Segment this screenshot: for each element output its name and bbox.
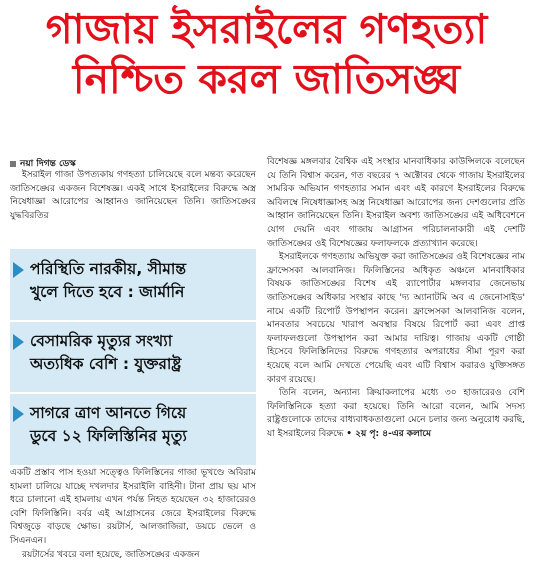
left-column-bottom <box>10 467 256 560</box>
highlight-line: অত্যধিক বেশি : যুক্তরাষ্ট্র <box>30 355 182 373</box>
highlight-line: খুলে দিতে হবে : জার্মানি <box>30 283 185 301</box>
highlight-line: ডুবে ১২ ফিলিস্তিনির মৃত্যু <box>30 427 187 445</box>
highlight-item <box>30 330 254 376</box>
paragraph: ইসরাইলকে গণহত্যায় অভিযুক্ত করা জাতিসঙ্ঘের ওই বিশেষজ্ঞের নাম ফ্রান্সেসকা আলবানিজ। ফিলিস্তিনের অধিকৃত অঞ্চলে মানবাধিকার বিষয়ক জাতিসঙ্ঘের বিশেষ এই র‍্যাপোর্টার মঙ্গলবার জেনেভায় জাতিসঙ্ঘের অধিকার সংস্থার কাছে 'দ্য অ্যানাটমি অব এ জেনোসাইড' নামে একটি রিপোর্ট উপস্থাপন করেন। ফ্রান্সেসকা আলবানিজ বলেন, মানবতার সবচেয়ে খারাপ অবস্থার বিষয়ে রিপোর্ট করা এবং প্রাপ্ত ফলাফলগুলো উপস্থাপন করা আমার দায়িত্ব। গাজায় একটি গোষ্ঠী হিসেবে ফিলিস্তিনিদের বিরুদ্ধে গণহত্যার অপরাধের সীমা পূরণ করা হয়েছে বলে আমি দেখতে পেয়েছি এবং এটি বিশ্বাস করারও যুক্তিসঙ্গত কারণ রয়েছে। <box>267 252 525 385</box>
arrow-bullet-icon <box>13 334 24 350</box>
continuation-note: • ২য় পৃ: ৪-এর কলামে <box>346 428 432 439</box>
highlight-line: বেসামরিক মৃত্যুর সংখ্যা <box>30 332 173 350</box>
left-column-top <box>10 169 256 247</box>
paragraph <box>267 387 525 441</box>
highlight-line: সাগরে ত্রাণ আনতে গিয়ে <box>30 404 187 422</box>
paragraph: রয়টার্সের খবরে বলা হয়েছে, জাতিসঙ্ঘের একজন <box>22 549 200 560</box>
highlight-line: পরিস্থিতি নারকীয়, সীমান্ত <box>30 260 187 278</box>
highlight-item <box>30 258 254 304</box>
arrow-bullet-icon <box>13 406 24 422</box>
paragraph: বিশেষজ্ঞ মঙ্গলবার বৈশ্বিক এই সংস্থার মানবাধিকার কাউন্সিলকে বলেছেন যে তিনি বিশ্বাস করেন, গত বছরের ৭ অক্টোবর থেকে গাজায় ইসরাইলের সামরিক অভিযান গণহত্যার সমান এবং এই কারণে ইসরাইলের বিরুদ্ধে অবিলম্বে নিষেধাজ্ঞাসহ অস্ত্র নিষেধাজ্ঞা আরোপের জন্য দেশগুলোর প্রতি আহ্বান জানিয়েছেন তিনি। ইসরাইল অবশ্য জাতিসঙ্ঘের এই অধিবেশনে যোগ দেয়নি এবং গাজায় আগ্রাসন পরিচালনাকারী এই দেশটি জাতিসঙ্ঘের ওই বিশেষজ্ঞের ফলাফলকে প্রত্যাখ্যান করেছে। <box>267 157 525 249</box>
byline-text: নয়া দিগন্ত ডেস্ক <box>20 159 76 169</box>
arrow-bullet-icon <box>13 262 24 278</box>
paragraph: একটি প্রস্তাব পাস হওয়া সত্ত্বেও ফিলিস্তিনের গাজা ভূখণ্ডে অবিরাম হামলা চালিয়ে যাচ্ছে দখলদার ইসরাইলি বাহিনী। টানা প্রায় ছয় মাস ধরে চালানো এই হামলায় এখন পর্যন্ত নিহত হয়েছেন ৩২ হাজারেরও বেশি ফিলিস্তিনি। বর্বর এই আগ্রাসনের জেরে ইসরাইলের বিরুদ্ধে বিশ্বজুড়ে বাড়ছে ক্ষোভ। রয়টার্স, আলজাজিরা, ডয়চে ভেলে ও সিএনএন। <box>10 468 256 546</box>
headline-line-1: গাজায় ইসরাইলের গণহত্যা <box>45 5 488 53</box>
paragraph-text: তিনি বলেন, অন্যান্য ক্রিয়াকলাপের মধ্যে ৩০ হাজারেরও বেশি ফিলিস্তিনিকে হত্যা করা হয়েছে। তিনি আরো বলেন, আমি সদস্য রাষ্ট্রগুলোকে তাদের বাধ্যবাধকতাগুলো মেনে চলার জন্য অনুরোধ করছি, যা ইসরাইলের বিরুদ্ধে <box>267 388 525 439</box>
continuation-text: ২য় পৃ: ৪-এর কলামে <box>355 428 432 439</box>
highlight-divider <box>10 320 256 322</box>
headline-line-2: নিশ্চিত করল জাতিসঙ্ঘ <box>72 55 461 103</box>
right-column <box>267 156 525 546</box>
highlight-item <box>30 402 254 448</box>
paragraph: ইসরাইল গাজা উপত্যকায় গণহত্যা চালিয়েছে বলে মন্তব্য করেছেন জাতিসঙ্ঘের একজন বিশেষজ্ঞ। একই সাথে ইসরাইলের বিরুদ্ধে অস্ত্র নিষেধাজ্ঞা আরোপের আহ্বানও জানিয়েছেন তিনি। জাতিসঙ্ঘের যুদ্ধবিরতির <box>10 170 256 221</box>
square-bullet-icon <box>10 161 16 167</box>
highlight-divider <box>10 392 256 394</box>
